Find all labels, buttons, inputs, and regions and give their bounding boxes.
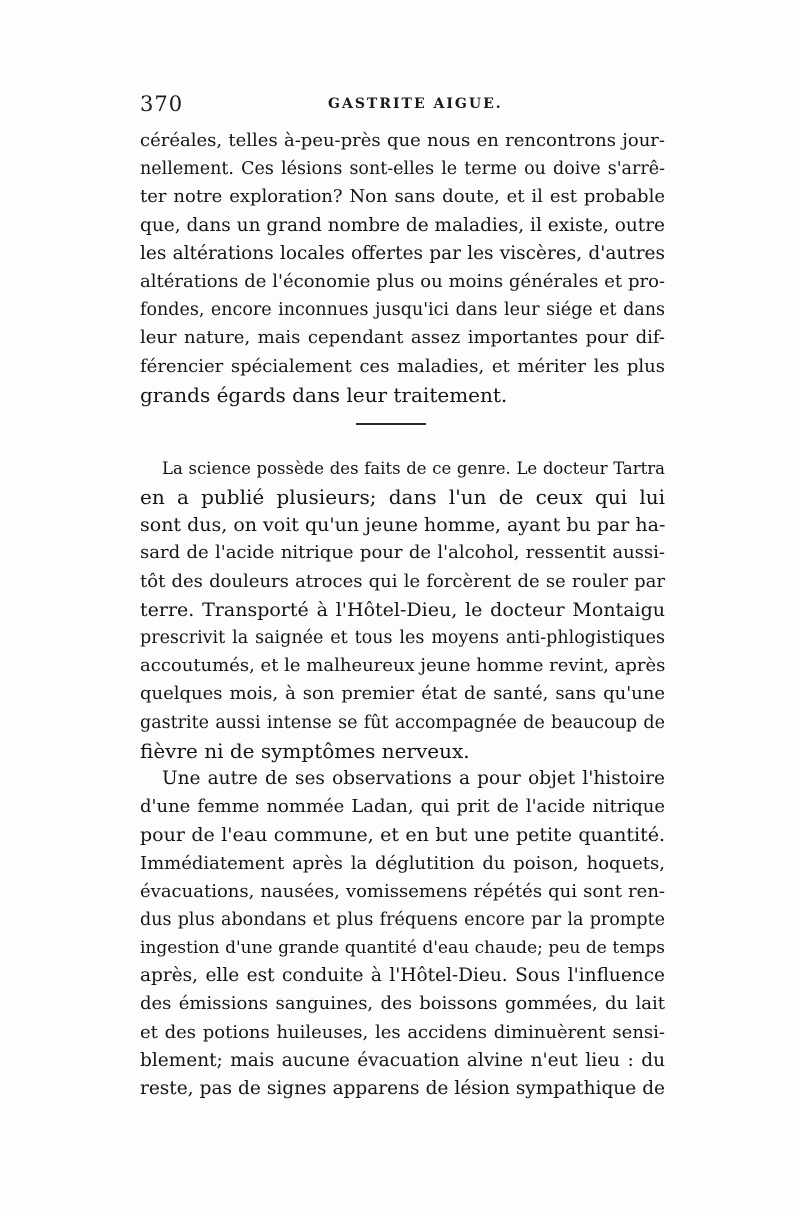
text-line: altérations de l'économie plus ou moins générales et pro- <box>140 270 665 292</box>
text-line: blement; mais aucune évacuation alvine n'eut lieu : du <box>140 1049 665 1071</box>
text-line: évacuations, nausées, vomissemens répétés qui sont ren- <box>140 880 665 902</box>
running-head <box>140 92 665 122</box>
text-line: reste, pas de signes apparens de lésion sympathique de <box>140 1078 665 1099</box>
text-line: gastrite aussi intense se fût accompagnée de beaucoup de <box>140 712 665 733</box>
body-text <box>140 127 665 1103</box>
text-line: en a publié plusieurs; dans l'un de ceux qui lui <box>140 485 665 510</box>
paragraph-1 <box>140 127 665 409</box>
text-line: terre. Transporté à l'Hôtel-Dieu, le docteur Montaigu <box>140 598 665 621</box>
text-line: quelques mois, à son premier état de santé, sans qu'une <box>140 683 665 705</box>
text-line: tôt des douleurs atroces qui le forcèrent de se rouler par <box>140 570 665 592</box>
text-line: Immédiatement après la déglutition du poison, hoquets, <box>140 852 665 874</box>
text-line: des émissions sanguines, des boissons gommées, du lait <box>140 993 665 1015</box>
text-line: nellement. Ces lésions sont-elles le terme ou doive s'arrê- <box>140 159 665 180</box>
text-line: fondes, encore inconnues jusqu'ici dans leur siége et dans <box>140 300 665 321</box>
text-line: grands égards dans leur traitement. <box>140 382 508 407</box>
text-line: les altérations locales offertes par les viscères, d'autres <box>140 242 665 264</box>
text-line: sont dus, on voit qu'un jeune homme, ayant bu par ha- <box>140 514 666 537</box>
text-line: après, elle est conduite à l'Hôtel-Dieu. Sous l'influence <box>140 965 665 987</box>
text-line: dus plus abondans et plus fréquens encore par la prompte <box>140 909 665 930</box>
text-line: La science possède des faits de ce genre. Le docteur Tartra <box>162 458 665 478</box>
text-line: sard de l'acide nitrique pour de l'alcohol, ressentit aussi- <box>140 542 665 564</box>
text-line: pour de l'eau commune, et en but une petite quantité. <box>140 824 665 847</box>
text-line: férencier spécialement ces maladies, et mériter les plus <box>140 355 665 377</box>
text-line: leur nature, mais cependant assez importantes pour dif- <box>140 327 665 349</box>
text-line: que, dans un grand nombre de maladies, il existe, outre <box>140 214 665 236</box>
text-line: céréales, telles à-peu-près que nous en rencontrons jour- <box>140 130 665 151</box>
text-line: fièvre ni de symptômes nerveux. <box>140 738 470 763</box>
text-line: ter notre exploration? Non sans doute, et il est probable <box>140 186 665 208</box>
text-line: Une autre de ses observations a pour objet l'histoire <box>162 767 665 789</box>
text-line: accoutumés, et le malheureux jeune homme revint, après <box>140 655 666 677</box>
running-title: GASTRITE AIGUE. <box>328 96 503 112</box>
paragraph-2 <box>140 455 665 765</box>
text-line: prescrivit la saignée et tous les moyens anti-phlogistiques <box>140 628 665 648</box>
divider-spacing <box>140 425 665 455</box>
text-line: et des potions huileuses, les accidens diminuèrent sensi- <box>140 1021 665 1043</box>
text-line: d'une femme nommée Ladan, qui prit de l'acide nitrique <box>140 796 665 818</box>
page-number: 370 <box>140 92 184 116</box>
paragraph-3 <box>140 765 665 1103</box>
text-line: ingestion d'une grande quantité d'eau chaude; peu de temps <box>140 938 665 959</box>
